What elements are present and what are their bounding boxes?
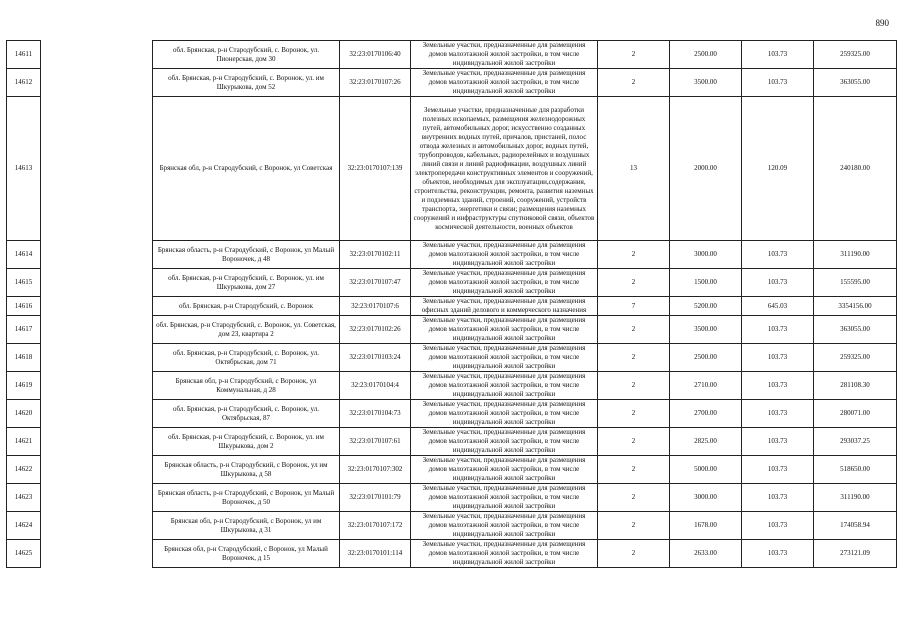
land-use-cell: Земельные участки, предназначенные для размещения домов малоэтажной жилой застройки, в том числе индивидуальной жилой застройки <box>411 41 598 69</box>
record-number-cell: 14613 <box>7 97 41 241</box>
cadastral-value-cell: 363055.00 <box>814 316 897 344</box>
cadastral-number-cell: 32:23:0170107:302 <box>340 456 411 484</box>
specific-value-cell: 103.73 <box>742 540 814 568</box>
cadastral-number-cell: 32:23:0170107:139 <box>340 97 411 241</box>
cadastral-value-cell: 363055.00 <box>814 69 897 97</box>
cadastral-value-cell: 280071.00 <box>814 400 897 428</box>
spacer-cell <box>41 428 153 456</box>
cadastral-value-cell: 518650.00 <box>814 456 897 484</box>
spacer-cell <box>41 297 153 316</box>
specific-value-cell: 103.73 <box>742 428 814 456</box>
table-row <box>7 400 897 428</box>
specific-value-cell: 103.73 <box>742 372 814 400</box>
record-number-cell: 14614 <box>7 241 41 269</box>
cadastral-number-cell: 32:23:0170103:24 <box>340 344 411 372</box>
address-cell: обл. Брянская, р-н Стародубский, с. Воронок, ул. Пионерская, дом 30 <box>153 41 340 69</box>
land-use-cell: Земельные участки, предназначенные для размещения домов малоэтажной жилой застройки, в том числе индивидуальной жилой застройки <box>411 69 598 97</box>
land-use-cell: Земельные участки, предназначенные для размещения домов малоэтажной жилой застройки, в том числе индивидуальной жилой застройки <box>411 344 598 372</box>
cadastral-value-cell: 240180.00 <box>814 97 897 241</box>
address-cell: обл. Брянская, р-н Стародубский, с. Воронок, ул. Октябрьская, 87 <box>153 400 340 428</box>
cadastral-number-cell: 32:23:0170107:6 <box>340 297 411 316</box>
use-group-cell: 2 <box>598 241 670 269</box>
table-row <box>7 269 897 297</box>
land-use-cell: Земельные участки, предназначенные для размещения домов малоэтажной жилой застройки, в том числе индивидуальной жилой застройки <box>411 316 598 344</box>
spacer-cell <box>41 97 153 241</box>
spacer-cell <box>41 241 153 269</box>
table-row <box>7 97 897 241</box>
spacer-cell <box>41 344 153 372</box>
area-cell: 1678.00 <box>670 512 742 540</box>
address-cell: обл. Брянская, р-н Стародубский, с. Воронок, ул. им Шкурыкова, дом 52 <box>153 69 340 97</box>
record-number-cell: 14625 <box>7 540 41 568</box>
land-use-cell: Земельные участки, предназначенные для разработки полезных ископаемых, размещения железнодорожных путей, автомобильных дорог, искусственно созданных внутренних водных путей, причалов, пристаней, полос отвода железных и автомобильных дорог, водных путей, трубопроводов, кабельных, радиорелейных и воздушных линий связи и линий радиофикации, воздушных линий электропередачи конструктивных элементов и сооружений, объектов, необходимых для эксплуатации,содержания, строительства, реконструкции, ремонта, развития наземных и подземных зданий, строений, сооружений, устройств транспорта, энергетики и связи; размещения наземных сооружений и инфраструктуры спутниковой связи, объектов космической деятельности, военных объектов <box>411 97 598 241</box>
cadastral-value-cell: 3354156.00 <box>814 297 897 316</box>
spacer-cell <box>41 400 153 428</box>
use-group-cell: 7 <box>598 297 670 316</box>
area-cell: 3500.00 <box>670 316 742 344</box>
specific-value-cell: 103.73 <box>742 400 814 428</box>
use-group-cell: 2 <box>598 69 670 97</box>
cadastral-number-cell: 32:23:0170101:114 <box>340 540 411 568</box>
cadastral-number-cell: 32:23:0170104:73 <box>340 400 411 428</box>
specific-value-cell: 103.73 <box>742 269 814 297</box>
record-number-cell: 14619 <box>7 372 41 400</box>
use-group-cell: 2 <box>598 456 670 484</box>
record-number-cell: 14615 <box>7 269 41 297</box>
record-number-cell: 14622 <box>7 456 41 484</box>
cadastral-value-cell: 293037.25 <box>814 428 897 456</box>
address-cell: Брянская обл, р-н Стародубский, с Воронок, ул им Шкурыкова, д 31 <box>153 512 340 540</box>
specific-value-cell: 103.73 <box>742 344 814 372</box>
record-number-cell: 14620 <box>7 400 41 428</box>
cadastral-value-cell: 155595.00 <box>814 269 897 297</box>
table-row <box>7 428 897 456</box>
table-row <box>7 344 897 372</box>
use-group-cell: 2 <box>598 316 670 344</box>
use-group-cell: 2 <box>598 400 670 428</box>
use-group-cell: 2 <box>598 512 670 540</box>
land-use-cell: Земельные участки, предназначенные для размещения домов малоэтажной жилой застройки, в том числе индивидуальной жилой застройки <box>411 512 598 540</box>
table-row <box>7 484 897 512</box>
specific-value-cell: 103.73 <box>742 456 814 484</box>
spacer-cell <box>41 69 153 97</box>
address-cell: обл. Брянская, р-н Стародубский, с. Воронок, ул. Октябрьская, дом 71 <box>153 344 340 372</box>
table-row <box>7 540 897 568</box>
record-number-cell: 14624 <box>7 512 41 540</box>
cadastral-number-cell: 32:23:0170102:26 <box>340 316 411 344</box>
table-row <box>7 41 897 69</box>
area-cell: 5200.00 <box>670 297 742 316</box>
land-use-cell: Земельные участки, предназначенные для размещения домов малоэтажной жилой застройки, в том числе индивидуальной жилой застройки <box>411 269 598 297</box>
area-cell: 2633.00 <box>670 540 742 568</box>
table-row <box>7 456 897 484</box>
record-number-cell: 14611 <box>7 41 41 69</box>
use-group-cell: 13 <box>598 97 670 241</box>
use-group-cell: 2 <box>598 484 670 512</box>
land-registry-table <box>6 40 897 568</box>
cadastral-value-cell: 259325.00 <box>814 41 897 69</box>
area-cell: 2700.00 <box>670 400 742 428</box>
cadastral-value-cell: 281108.30 <box>814 372 897 400</box>
address-cell: обл. Брянская, р-н Стародубский, с. Воронок <box>153 297 340 316</box>
address-cell: обл. Брянская, р-н Стародубский, с. Воронок, ул. им Шкурыкова, дом 2 <box>153 428 340 456</box>
spacer-cell <box>41 456 153 484</box>
land-use-cell: Земельные участки, предназначенные для размещения офисных зданий делового и коммерческого назначения <box>411 297 598 316</box>
record-number-cell: 14618 <box>7 344 41 372</box>
cadastral-number-cell: 32:23:0170107:26 <box>340 69 411 97</box>
table-body <box>7 41 897 568</box>
table-row <box>7 241 897 269</box>
land-use-cell: Земельные участки, предназначенные для размещения домов малоэтажной жилой застройки, в том числе индивидуальной жилой застройки <box>411 241 598 269</box>
spacer-cell <box>41 372 153 400</box>
area-cell: 1500.00 <box>670 269 742 297</box>
spacer-cell <box>41 269 153 297</box>
land-use-cell: Земельные участки, предназначенные для размещения домов малоэтажной жилой застройки, в том числе индивидуальной жилой застройки <box>411 456 598 484</box>
address-cell: обл. Брянская, р-н Стародубский, с. Воронок, ул. Советская, дом 23, квартира 2 <box>153 316 340 344</box>
cadastral-value-cell: 273121.09 <box>814 540 897 568</box>
cadastral-number-cell: 32:23:0170107:172 <box>340 512 411 540</box>
use-group-cell: 2 <box>598 41 670 69</box>
spacer-cell <box>41 512 153 540</box>
table-row <box>7 297 897 316</box>
use-group-cell: 2 <box>598 540 670 568</box>
page-number: 890 <box>875 18 889 28</box>
cadastral-number-cell: 32:23:0170106:40 <box>340 41 411 69</box>
spacer-cell <box>41 41 153 69</box>
table-row <box>7 372 897 400</box>
area-cell: 3500.00 <box>670 69 742 97</box>
spacer-cell <box>41 484 153 512</box>
specific-value-cell: 103.73 <box>742 316 814 344</box>
cadastral-number-cell: 32:23:0170102:11 <box>340 241 411 269</box>
use-group-cell: 2 <box>598 269 670 297</box>
specific-value-cell: 103.73 <box>742 241 814 269</box>
table-row <box>7 316 897 344</box>
cadastral-number-cell: 32:23:0170101:79 <box>340 484 411 512</box>
cadastral-value-cell: 174058.94 <box>814 512 897 540</box>
land-use-cell: Земельные участки, предназначенные для размещения домов малоэтажной жилой застройки, в том числе индивидуальной жилой застройки <box>411 372 598 400</box>
spacer-cell <box>41 540 153 568</box>
record-number-cell: 14616 <box>7 297 41 316</box>
specific-value-cell: 120.09 <box>742 97 814 241</box>
address-cell: Брянская обл, р-н Стародубский, с Воронок, ул Малый Вороночек, д 15 <box>153 540 340 568</box>
area-cell: 3000.00 <box>670 241 742 269</box>
specific-value-cell: 645.03 <box>742 297 814 316</box>
use-group-cell: 2 <box>598 344 670 372</box>
address-cell: Брянская область, р-н Стародубский, с Воронок, ул Малый Вороночек, д 50 <box>153 484 340 512</box>
area-cell: 2500.00 <box>670 344 742 372</box>
cadastral-value-cell: 259325.00 <box>814 344 897 372</box>
address-cell: Брянская обл, р-н Стародубский, с Воронок, ул Советская <box>153 97 340 241</box>
use-group-cell: 2 <box>598 372 670 400</box>
land-use-cell: Земельные участки, предназначенные для размещения домов малоэтажной жилой застройки, в том числе индивидуальной жилой застройки <box>411 400 598 428</box>
specific-value-cell: 103.73 <box>742 41 814 69</box>
specific-value-cell: 103.73 <box>742 69 814 97</box>
address-cell: Брянская обл, р-н Стародубский, с Воронок, ул Коммунальная, д 28 <box>153 372 340 400</box>
area-cell: 5000.00 <box>670 456 742 484</box>
cadastral-number-cell: 32:23:0170104:4 <box>340 372 411 400</box>
table-row <box>7 512 897 540</box>
area-cell: 2710.00 <box>670 372 742 400</box>
record-number-cell: 14612 <box>7 69 41 97</box>
specific-value-cell: 103.73 <box>742 512 814 540</box>
cadastral-value-cell: 311190.00 <box>814 241 897 269</box>
area-cell: 3000.00 <box>670 484 742 512</box>
cadastral-number-cell: 32:23:0170107:61 <box>340 428 411 456</box>
area-cell: 2500.00 <box>670 41 742 69</box>
specific-value-cell: 103.73 <box>742 484 814 512</box>
address-cell: Брянская область, р-н Стародубский, с Воронок, ул им Шкурыкова, д 58 <box>153 456 340 484</box>
land-use-cell: Земельные участки, предназначенные для размещения домов малоэтажной жилой застройки, в том числе индивидуальной жилой застройки <box>411 484 598 512</box>
record-number-cell: 14623 <box>7 484 41 512</box>
area-cell: 2825.00 <box>670 428 742 456</box>
land-use-cell: Земельные участки, предназначенные для размещения домов малоэтажной жилой застройки, в том числе индивидуальной жилой застройки <box>411 428 598 456</box>
cadastral-number-cell: 32:23:0170107:47 <box>340 269 411 297</box>
area-cell: 2000.00 <box>670 97 742 241</box>
use-group-cell: 2 <box>598 428 670 456</box>
spacer-cell <box>41 316 153 344</box>
record-number-cell: 14617 <box>7 316 41 344</box>
land-use-cell: Земельные участки, предназначенные для размещения домов малоэтажной жилой застройки, в том числе индивидуальной жилой застройки <box>411 540 598 568</box>
record-number-cell: 14621 <box>7 428 41 456</box>
table-row <box>7 69 897 97</box>
address-cell: Брянская область, р-н Стародубский, с Воронок, ул Малый Вороночек, д 48 <box>153 241 340 269</box>
cadastral-value-cell: 311190.00 <box>814 484 897 512</box>
address-cell: обл. Брянская, р-н Стародубский, с. Воронок, ул. им Шкурыкова, дом 27 <box>153 269 340 297</box>
